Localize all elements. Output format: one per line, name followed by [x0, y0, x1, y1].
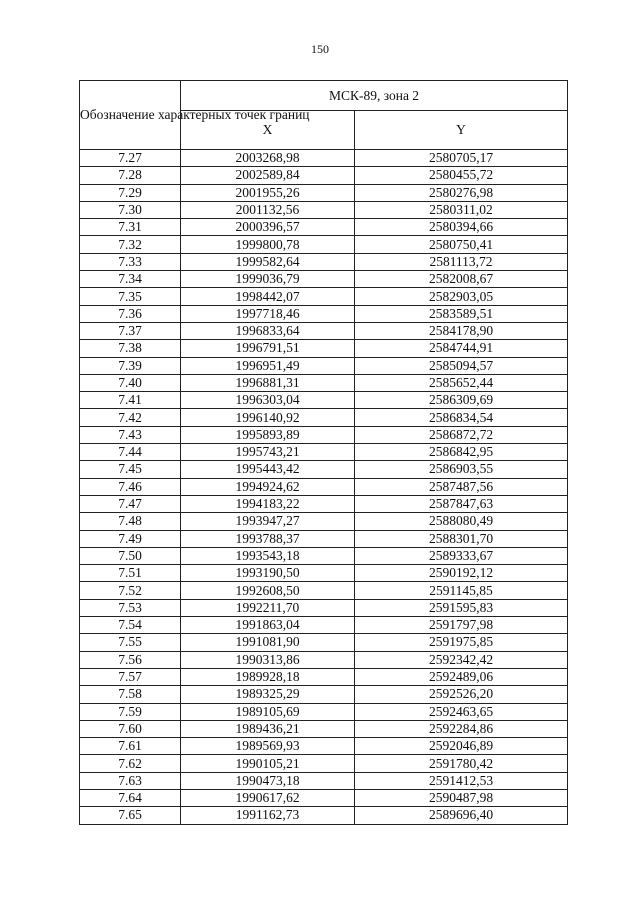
cell-point: 7.53	[80, 599, 181, 616]
cell-point: 7.50	[80, 547, 181, 564]
cell-y: 2587487,56	[355, 478, 568, 495]
cell-point: 7.32	[80, 236, 181, 253]
table-row	[80, 461, 568, 478]
cell-x: 1990617,62	[181, 789, 355, 806]
cell-y: 2592284,86	[355, 720, 568, 737]
cell-y: 2582903,05	[355, 288, 568, 305]
table-row	[80, 374, 568, 391]
cell-y: 2589696,40	[355, 807, 568, 824]
cell-y: 2583589,51	[355, 305, 568, 322]
cell-point: 7.34	[80, 271, 181, 288]
cell-y: 2580455,72	[355, 167, 568, 184]
cell-point: 7.52	[80, 582, 181, 599]
cell-point: 7.29	[80, 184, 181, 201]
cell-point: 7.57	[80, 668, 181, 685]
cell-y: 2581113,72	[355, 253, 568, 270]
cell-y: 2591595,83	[355, 599, 568, 616]
table-row	[80, 738, 568, 755]
cell-x: 1991162,73	[181, 807, 355, 824]
table-row	[80, 288, 568, 305]
cell-y: 2589333,67	[355, 547, 568, 564]
table-row	[80, 651, 568, 668]
cell-x: 2003268,98	[181, 150, 355, 167]
cell-y: 2582008,67	[355, 271, 568, 288]
cell-point: 7.42	[80, 409, 181, 426]
cell-point: 7.40	[80, 374, 181, 391]
table-row	[80, 599, 568, 616]
cell-y: 2591412,53	[355, 772, 568, 789]
cell-x: 1990313,86	[181, 651, 355, 668]
cell-x: 1996881,31	[181, 374, 355, 391]
cell-y: 2592489,06	[355, 668, 568, 685]
table-row	[80, 322, 568, 339]
cell-point: 7.54	[80, 617, 181, 634]
cell-x: 1999036,79	[181, 271, 355, 288]
table-row	[80, 755, 568, 772]
cell-x: 1989928,18	[181, 668, 355, 685]
cell-x: 2001955,26	[181, 184, 355, 201]
cell-y: 2585652,44	[355, 374, 568, 391]
table-row	[80, 167, 568, 184]
cell-x: 1994183,22	[181, 495, 355, 512]
coordinates-table	[79, 80, 568, 825]
cell-x: 1997718,46	[181, 305, 355, 322]
table-row	[80, 271, 568, 288]
cell-x: 1992211,70	[181, 599, 355, 616]
cell-y: 2588301,70	[355, 530, 568, 547]
table-body	[80, 150, 568, 825]
table-row	[80, 236, 568, 253]
header-y: Y	[355, 111, 568, 150]
cell-point: 7.39	[80, 357, 181, 374]
cell-x: 1990473,18	[181, 772, 355, 789]
cell-x: 1996951,49	[181, 357, 355, 374]
cell-y: 2586903,55	[355, 461, 568, 478]
cell-point: 7.41	[80, 392, 181, 409]
cell-y: 2584178,90	[355, 322, 568, 339]
table-row	[80, 668, 568, 685]
cell-y: 2586872,72	[355, 426, 568, 443]
cell-y: 2592463,65	[355, 703, 568, 720]
cell-x: 1996791,51	[181, 340, 355, 357]
table-row	[80, 565, 568, 582]
cell-point: 7.55	[80, 634, 181, 651]
cell-point: 7.60	[80, 720, 181, 737]
cell-x: 1995443,42	[181, 461, 355, 478]
cell-x: 1995743,21	[181, 444, 355, 461]
header-row-top	[80, 81, 568, 111]
cell-y: 2580311,02	[355, 201, 568, 218]
cell-y: 2591780,42	[355, 755, 568, 772]
table-row	[80, 392, 568, 409]
table-row	[80, 772, 568, 789]
table-row	[80, 150, 568, 167]
cell-point: 7.35	[80, 288, 181, 305]
cell-y: 2588080,49	[355, 513, 568, 530]
cell-point: 7.61	[80, 738, 181, 755]
table-row	[80, 478, 568, 495]
cell-point: 7.38	[80, 340, 181, 357]
cell-x: 1994924,62	[181, 478, 355, 495]
table-row	[80, 686, 568, 703]
table-header	[80, 81, 568, 150]
cell-x: 1999800,78	[181, 236, 355, 253]
cell-y: 2592046,89	[355, 738, 568, 755]
cell-point: 7.56	[80, 651, 181, 668]
cell-x: 1996140,92	[181, 409, 355, 426]
table-row	[80, 617, 568, 634]
cell-y: 2584744,91	[355, 340, 568, 357]
cell-y: 2591145,85	[355, 582, 568, 599]
table-row	[80, 357, 568, 374]
cell-y: 2591975,85	[355, 634, 568, 651]
table-row	[80, 201, 568, 218]
table-row	[80, 426, 568, 443]
cell-point: 7.37	[80, 322, 181, 339]
cell-y: 2586834,54	[355, 409, 568, 426]
cell-x: 1993190,50	[181, 565, 355, 582]
cell-y: 2580394,66	[355, 219, 568, 236]
table-row	[80, 513, 568, 530]
cell-point: 7.44	[80, 444, 181, 461]
table-row	[80, 789, 568, 806]
cell-y: 2580705,17	[355, 150, 568, 167]
cell-x: 1989436,21	[181, 720, 355, 737]
cell-point: 7.51	[80, 565, 181, 582]
cell-point: 7.28	[80, 167, 181, 184]
cell-x: 1999582,64	[181, 253, 355, 270]
table-row	[80, 340, 568, 357]
cell-y: 2580750,41	[355, 236, 568, 253]
cell-point: 7.63	[80, 772, 181, 789]
cell-y: 2592526,20	[355, 686, 568, 703]
table-row	[80, 720, 568, 737]
cell-point: 7.45	[80, 461, 181, 478]
cell-x: 1993543,18	[181, 547, 355, 564]
cell-point: 7.47	[80, 495, 181, 512]
cell-x: 1996303,04	[181, 392, 355, 409]
cell-x: 1992608,50	[181, 582, 355, 599]
cell-y: 2586842,95	[355, 444, 568, 461]
table-row	[80, 444, 568, 461]
cell-point: 7.58	[80, 686, 181, 703]
cell-y: 2590487,98	[355, 789, 568, 806]
table-row	[80, 305, 568, 322]
table-row	[80, 409, 568, 426]
cell-point: 7.48	[80, 513, 181, 530]
cell-point: 7.43	[80, 426, 181, 443]
cell-x: 1989105,69	[181, 703, 355, 720]
cell-x: 1993788,37	[181, 530, 355, 547]
table-row	[80, 253, 568, 270]
cell-x: 2002589,84	[181, 167, 355, 184]
cell-point: 7.59	[80, 703, 181, 720]
cell-point: 7.65	[80, 807, 181, 824]
cell-point: 7.33	[80, 253, 181, 270]
cell-y: 2590192,12	[355, 565, 568, 582]
cell-y: 2586309,69	[355, 392, 568, 409]
table-row	[80, 547, 568, 564]
cell-x: 1991081,90	[181, 634, 355, 651]
table-row	[80, 184, 568, 201]
cell-point: 7.36	[80, 305, 181, 322]
cell-x: 2001132,56	[181, 201, 355, 218]
table-row	[80, 703, 568, 720]
cell-point: 7.46	[80, 478, 181, 495]
cell-x: 1991863,04	[181, 617, 355, 634]
table-row	[80, 807, 568, 824]
header-x: X	[181, 111, 355, 150]
cell-x: 1993947,27	[181, 513, 355, 530]
cell-x: 1996833,64	[181, 322, 355, 339]
header-coordinate-system: МСК-89, зона 2	[181, 81, 568, 111]
cell-x: 2000396,57	[181, 219, 355, 236]
cell-y: 2591797,98	[355, 617, 568, 634]
cell-y: 2580276,98	[355, 184, 568, 201]
cell-y: 2592342,42	[355, 651, 568, 668]
table-row	[80, 582, 568, 599]
cell-x: 1998442,07	[181, 288, 355, 305]
cell-point: 7.31	[80, 219, 181, 236]
cell-y: 2585094,57	[355, 357, 568, 374]
table-row	[80, 495, 568, 512]
table-row	[80, 219, 568, 236]
cell-point: 7.30	[80, 201, 181, 218]
cell-point: 7.27	[80, 150, 181, 167]
cell-x: 1990105,21	[181, 755, 355, 772]
cell-x: 1989325,29	[181, 686, 355, 703]
cell-point: 7.64	[80, 789, 181, 806]
page-number: 150	[311, 42, 329, 56]
table-row	[80, 530, 568, 547]
cell-point: 7.49	[80, 530, 181, 547]
cell-point: 7.62	[80, 755, 181, 772]
cell-x: 1989569,93	[181, 738, 355, 755]
header-point-designation: Обозначение характерных точек границ	[80, 81, 181, 150]
cell-y: 2587847,63	[355, 495, 568, 512]
table-row	[80, 634, 568, 651]
cell-x: 1995893,89	[181, 426, 355, 443]
